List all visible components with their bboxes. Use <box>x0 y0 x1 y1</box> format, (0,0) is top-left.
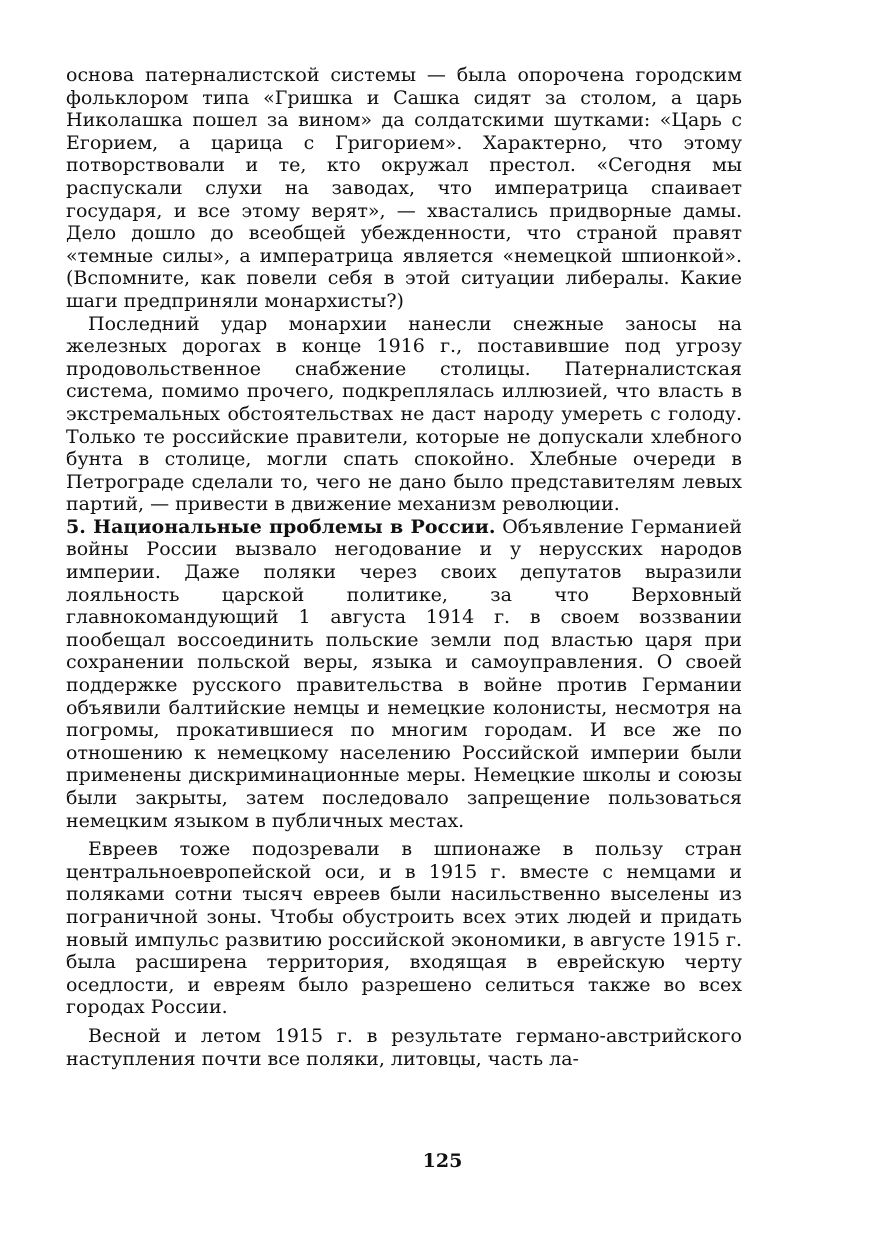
paragraph-1-text: основа патерналистской системы — была опорочена городским фольклором типа «Гришка и Сашка сидят за столом, а царь Николашка пошел за вином» да солдатскими шутками: «Царь с Егорием, а царица с Григорием». Характерно, что этому потворствовали и те, кто окружал престол. «Сегодня мы распускали слухи на заводах, что императрица спаивает государя, и все этому верят», — хвастались придворные дамы. Дело дошло до всеобщей убежденности, что страной правят «темные силы», а императрица является «немецкой шпионкой». (Вспомните, как повели себя в этой ситуации либералы. Какие шаги предприняли монархисты?) <box>66 64 742 312</box>
paragraph-3-text: Объявление Германией войны России вызвало негодование и у нерусских народов империи. Даже поляки через своих депутатов выразили лояльность царской политике, за что Верховный главнокомандующий 1 августа 1914 г. в своем воззвании пообещал воссоединить польские земли под властью царя при сохранении польской веры, языка и самоуправления. О своей поддержке русского правительства в войне против Германии объявили балтийские немцы и немецкие колонисты, несмотря на погромы, прокатившиеся по многим городам. И все же по отношению к немецкому населению Российской империи были применены дискриминационные меры. Немецкие школы и союзы были закрыты, затем последовало запрещение пользоваться немецким языком в публичных местах. <box>66 515 742 832</box>
page-body <box>66 64 742 1194</box>
paragraph-4-text: Евреев тоже подозревали в шпионаже в пользу стран центральноевропейской оси, и в 1915 г. вместе с немцами и поляками сотни тысяч евреев были насильственно выселены из пограничной зоны. Чтобы обустроить всех этих людей и придать новый импульс развитию российской экономики, в августе 1915 г. была расширена территория, входящая в еврейскую черту оседлости, и евреям было разрешено селиться также во всех городах России. <box>66 838 742 1019</box>
paragraph-3 <box>66 516 742 832</box>
section-heading: 5. Национальные проблемы в России. <box>66 515 496 538</box>
page-number: 125 <box>422 1150 463 1172</box>
paragraph-1 <box>66 64 742 313</box>
paragraph-5-text: Весной и летом 1915 г. в результате германо-австрийского наступления почти все поляки, литовцы, часть ла- <box>66 1024 742 1070</box>
paragraph-4 <box>66 838 742 1019</box>
paragraph-2 <box>66 313 742 516</box>
paragraph-2-text: Последний удар монархии нанесли снежные заносы на железных дорогах в конце 1916 г., поставившие под угрозу продовольственное снабжение столицы. Патерналистская система, помимо прочего, подкреплялась иллюзией, что власть в экстремальных обстоятельствах не даст народу умереть с голоду. Только те российские правители, которые не допускали хлебного бунта в столице, могли спать спокойно. Хлебные очереди в Петрограде сделали то, чего не дано было представителям левых партий, — привести в движение механизм революции. <box>66 312 742 516</box>
paragraph-5 <box>66 1025 742 1070</box>
